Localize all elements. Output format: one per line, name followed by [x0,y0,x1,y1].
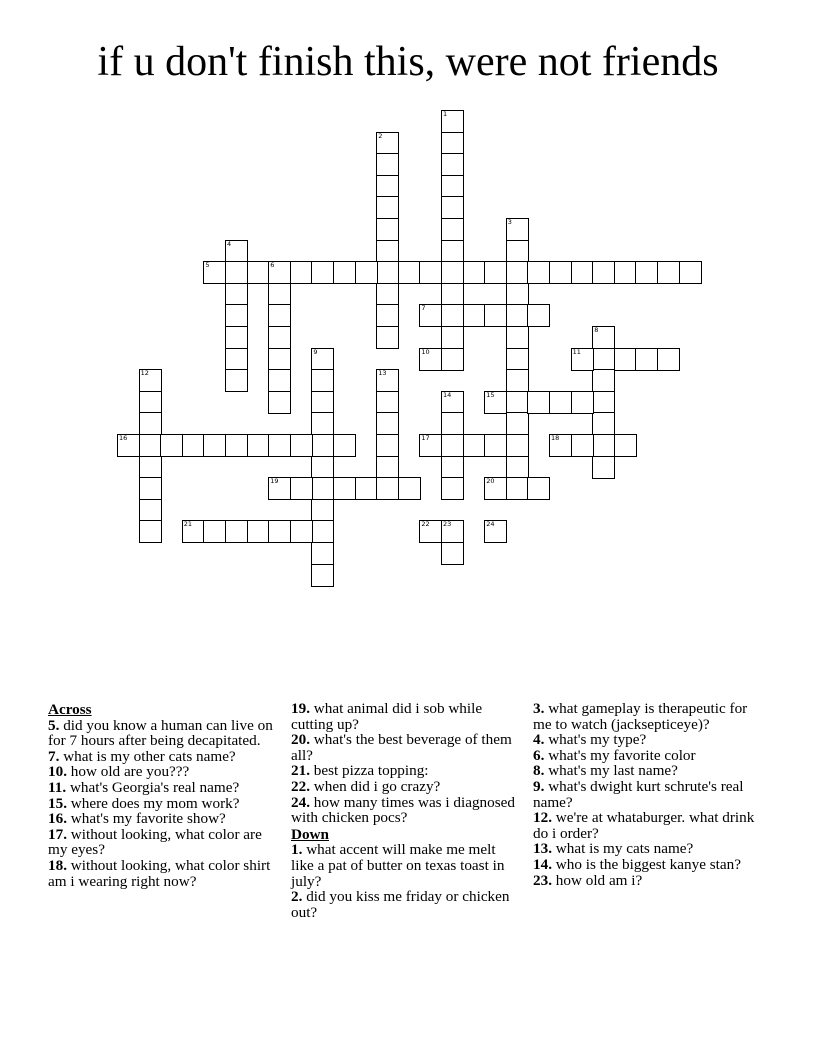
crossword-cell[interactable] [441,477,464,500]
crossword-cell[interactable] [139,499,162,522]
clue [48,749,276,765]
crossword-cell[interactable] [592,456,615,479]
clue-text: what's the best beverage of them all? [291,731,512,764]
crossword-cell[interactable] [203,520,226,543]
crossword-cell[interactable] [268,520,291,543]
crossword-cell[interactable] [506,240,529,263]
crossword-cell[interactable] [376,283,399,306]
crossword-cell[interactable] [311,542,334,565]
crossword-cell[interactable] [139,434,162,457]
crossword-cell[interactable] [160,434,183,457]
crossword-cell[interactable] [419,304,442,327]
crossword-cell[interactable] [441,261,464,284]
clue [48,811,276,827]
crossword-cell[interactable] [506,391,529,414]
crossword-cell[interactable] [484,520,507,543]
clue [48,796,276,812]
crossword-cell[interactable] [268,477,291,500]
clue-number: 15. [48,794,67,812]
clue-number: 21. [291,762,310,780]
clue-number: 13. [533,840,552,858]
clue-text: did you kiss me friday or chicken out? [291,888,510,921]
clue [533,732,761,748]
crossword-cell[interactable] [657,348,680,371]
crossword-cell[interactable] [268,369,291,392]
crossword-cell[interactable] [571,348,594,371]
crossword-cell[interactable] [441,348,464,371]
crossword-cell[interactable] [182,434,205,457]
crossword-cell[interactable] [268,348,291,371]
clue-number: 10. [48,763,67,781]
crossword-cell[interactable] [592,369,615,392]
clue-text: what's my type? [544,731,647,749]
clue-number: 23 [443,520,452,529]
crossword-cell[interactable] [506,348,529,371]
puzzle-title: if u don't finish this, were not friends [97,39,719,85]
crossword-cell[interactable] [225,434,248,457]
clue-number: 18. [48,856,67,874]
clue-number: 20 [486,477,495,486]
crossword-cell[interactable] [247,434,270,457]
crossword-cell[interactable] [268,304,291,327]
clue-number: 24 [486,520,495,529]
crossword-cell[interactable] [441,326,464,349]
clue-number: 16. [48,810,67,828]
crossword-cell[interactable] [225,348,248,371]
clue [533,748,761,764]
crossword-cell[interactable] [506,369,529,392]
crossword-cell[interactable] [592,348,615,371]
crossword-cell[interactable] [290,261,313,284]
across-heading: Across [48,701,92,718]
clue [533,873,761,889]
clue-text: we're at whataburger. what drink do i order? [533,809,755,842]
crossword-cell[interactable] [247,520,270,543]
clue-number: 15 [486,390,495,399]
crossword-cell[interactable] [441,520,464,543]
crossword-cell[interactable] [290,520,313,543]
clue-number: 3. [533,700,545,717]
crossword-cell[interactable] [441,434,464,457]
crossword-cell[interactable] [182,520,205,543]
crossword-cell[interactable] [614,261,637,284]
crossword-cell[interactable] [398,477,421,500]
clue-number: 20. [291,731,310,749]
crossword-cell[interactable] [311,391,334,414]
clue-text: how old am i? [551,871,643,889]
crossword-cell[interactable] [527,477,550,500]
clue [48,827,276,858]
crossword-cell[interactable] [139,391,162,414]
crossword-cell[interactable] [592,412,615,435]
crossword-cell[interactable] [311,348,334,371]
clue [533,779,761,810]
crossword-cell[interactable] [419,348,442,371]
clue [533,701,761,732]
crossword-cell[interactable] [290,434,313,457]
crossword-cell[interactable] [203,434,226,457]
clue [533,763,761,779]
crossword-cell[interactable] [355,477,378,500]
clue-number: 22 [421,520,430,529]
crossword-cell[interactable] [311,261,334,284]
crossword-cell[interactable] [268,326,291,349]
crossword-cell[interactable] [571,391,594,414]
crossword-cell[interactable] [441,153,464,176]
clue-number: 2 [378,131,383,140]
crossword-cell[interactable] [441,175,464,198]
clue-number: 5 [205,261,210,270]
crossword-cell[interactable] [549,261,572,284]
crossword-cell[interactable] [506,218,529,241]
crossword-cell[interactable] [311,456,334,479]
crossword-cell[interactable] [376,304,399,327]
crossword-cell[interactable] [117,434,140,457]
crossword-cell[interactable] [484,304,507,327]
crossword-cell[interactable] [592,261,615,284]
crossword-cell[interactable] [268,391,291,414]
clue-text: what's my favorite color [544,746,696,764]
clue-text: without looking, what color are my eyes? [48,825,262,859]
crossword-cell[interactable] [441,196,464,219]
clue-text: where does my mom work? [66,794,240,812]
clue-text: did you know a human can live on for 7 hours after being decapitated. [48,716,273,750]
crossword-cell[interactable] [311,434,334,457]
clue-number: 21 [183,520,193,529]
crossword-cell[interactable] [376,261,399,284]
crossword-cell[interactable] [484,391,507,414]
clue-number: 6. [533,746,545,764]
crossword-cell[interactable] [376,132,399,155]
clue [291,779,519,795]
crossword-cell[interactable] [463,261,486,284]
crossword-cell[interactable] [311,477,334,500]
crossword-cell[interactable] [506,304,529,327]
clue-text: what accent will make me melt like a pat of butter on texas toast in july? [291,841,505,890]
clue [533,810,761,841]
crossword-cell[interactable] [376,218,399,241]
crossword-cell[interactable] [679,261,702,284]
crossword-cell[interactable] [376,240,399,263]
crossword-cell[interactable] [484,261,507,284]
crossword-cell[interactable] [441,110,464,133]
clue-text: how many times was i diagnosed with chicken pocs? [291,793,515,827]
clue-number: 17. [48,825,67,843]
crossword-cell[interactable] [506,283,529,306]
crossword-cell[interactable] [484,477,507,500]
clue [291,795,519,826]
crossword-cell[interactable] [506,456,529,479]
crossword-cell[interactable] [441,240,464,263]
crossword-cell[interactable] [419,261,442,284]
crossword-cell[interactable] [225,520,248,543]
crossword-cell[interactable] [225,283,248,306]
clue-number: 4. [533,731,545,749]
clue-number: 17 [421,434,430,442]
clue-number: 8 [594,326,599,334]
crossword-cell[interactable] [225,240,248,263]
crossword-cell[interactable] [139,477,162,500]
crossword-cell[interactable] [139,369,162,392]
clue-number: 18 [551,434,560,442]
clue-number: 13 [378,369,387,378]
clue-text: what's dwight kurt schrute's real name? [533,777,744,811]
clue-number: 12. [533,809,552,827]
clue-number: 10 [421,347,430,356]
crossword-cell[interactable] [203,261,226,284]
crossword-cell[interactable] [376,369,399,392]
crossword-cell[interactable] [506,326,529,349]
crossword-cell[interactable] [225,326,248,349]
crossword-cell[interactable] [139,412,162,435]
crossword-cell[interactable] [441,218,464,241]
clue-text: what's my favorite show? [66,810,226,828]
clue-number: 1. [291,841,303,859]
clue-number: 19. [291,700,310,717]
clue-number: 11 [572,347,581,356]
clue-text: when did i go crazy? [309,777,441,795]
clue-number: 6 [270,261,275,270]
crossword-cell[interactable] [376,456,399,479]
crossword-cell[interactable] [376,434,399,457]
crossword-cell[interactable] [355,261,378,284]
clues-column-2 [291,701,519,920]
crossword-cell[interactable] [376,175,399,198]
crossword-cell[interactable] [419,520,442,543]
crossword-cell[interactable] [139,520,162,543]
clue-number: 14. [533,855,552,873]
clue [291,889,519,920]
clue [533,857,761,873]
crossword-cell[interactable] [225,369,248,392]
crossword-cell[interactable] [311,369,334,392]
crossword-cell[interactable] [333,434,356,457]
clue [48,858,276,889]
crossword-cell[interactable] [571,434,594,457]
crossword-cell[interactable] [268,283,291,306]
crossword-cell[interactable] [398,261,421,284]
clue-text: who is the biggest kanye stan? [551,855,741,873]
crossword-cell[interactable] [441,132,464,155]
clue-text: what gameplay is therapeutic for me to watch (jacksepticeye)? [533,700,748,733]
crossword-cell[interactable] [290,477,313,500]
clue-text: what animal did i sob while cutting up? [291,700,483,733]
clues-column-1 [48,701,276,889]
crossword-cell[interactable] [268,261,291,284]
crossword-cell[interactable] [635,261,658,284]
crossword-cell[interactable] [441,456,464,479]
clue-number: 1 [443,110,448,118]
crossword-cell[interactable] [549,434,572,457]
crossword-cell[interactable] [506,412,529,435]
clue-number: 23. [533,871,552,889]
crossword-cell[interactable] [527,304,550,327]
down-heading: Down [291,825,329,843]
crossword-cell[interactable] [635,348,658,371]
crossword-cell[interactable] [441,412,464,435]
clue [291,763,519,779]
clue [533,841,761,857]
crossword-cell[interactable] [592,391,615,414]
clue-number: 4 [227,239,232,248]
crossword-cell[interactable] [506,261,529,284]
crossword-cell[interactable] [441,391,464,414]
crossword-cell[interactable] [376,477,399,500]
clue-number: 19 [270,477,279,486]
clue-number: 3 [507,218,512,226]
clue-number: 7 [421,304,426,313]
crossword-cell[interactable] [614,434,637,457]
clue-text: how old are you??? [66,763,190,781]
clue-text: best pizza topping: [309,762,429,780]
crossword-cell[interactable] [333,477,356,500]
crossword-cell[interactable] [441,283,464,306]
crossword-cell[interactable] [506,434,529,457]
crossword-cell[interactable] [376,153,399,176]
crossword-cell[interactable] [614,348,637,371]
clue-text: without looking, what color shirt am i wearing right now? [48,856,271,890]
crossword-cell[interactable] [527,261,550,284]
crossword-cell[interactable] [311,412,334,435]
crossword-cell[interactable] [333,261,356,284]
clue [48,780,276,796]
crossword-cell[interactable] [506,477,529,500]
clue-number: 5. [48,716,60,734]
clue [291,732,519,763]
crossword-cell[interactable] [376,391,399,414]
crossword-cell[interactable] [592,434,615,457]
crossword-cell[interactable] [419,434,442,457]
clue-text: what's Georgia's real name? [66,778,240,796]
crossword-cell[interactable] [441,542,464,565]
clue-number: 9. [533,777,545,795]
clue-number: 11. [48,778,67,796]
clue-text: what's my last name? [544,762,678,780]
crossword-cell[interactable] [247,261,270,284]
crossword-cell[interactable] [225,304,248,327]
crossword-cell[interactable] [463,434,486,457]
crossword-cell[interactable] [527,391,550,414]
clue-number: 9 [313,347,318,356]
clue-number: 8. [533,762,545,780]
crossword-cell[interactable] [376,326,399,349]
clue-number: 7. [48,747,60,765]
crossword-cell[interactable] [657,261,680,284]
clue-number: 14 [443,390,452,399]
clue [291,842,519,889]
clue-text: what is my other cats name? [59,747,236,765]
crossword-cell[interactable] [484,434,507,457]
clue-number: 24. [291,793,310,811]
crossword-cell[interactable] [311,520,334,543]
clues-column-3 [533,701,761,888]
clue-number: 12 [140,369,149,378]
crossword-cell[interactable] [225,261,248,284]
crossword-cell[interactable] [268,434,291,457]
crossword-cell[interactable] [311,499,334,522]
crossword-cell[interactable] [592,326,615,349]
crossword-cell[interactable] [376,412,399,435]
clue [48,718,276,749]
crossword-cell[interactable] [311,564,334,587]
crossword-cell[interactable] [441,304,464,327]
crossword-cell[interactable] [571,261,594,284]
crossword-cell[interactable] [463,304,486,327]
clue [291,701,519,732]
crossword-cell[interactable] [549,391,572,414]
clue [48,764,276,780]
crossword-cell[interactable] [139,456,162,479]
clue-number: 22. [291,777,310,795]
clue-number: 2. [291,888,303,906]
clue-text: what is my cats name? [551,840,694,858]
clue-number: 16 [119,434,128,442]
crossword-cell[interactable] [376,196,399,219]
